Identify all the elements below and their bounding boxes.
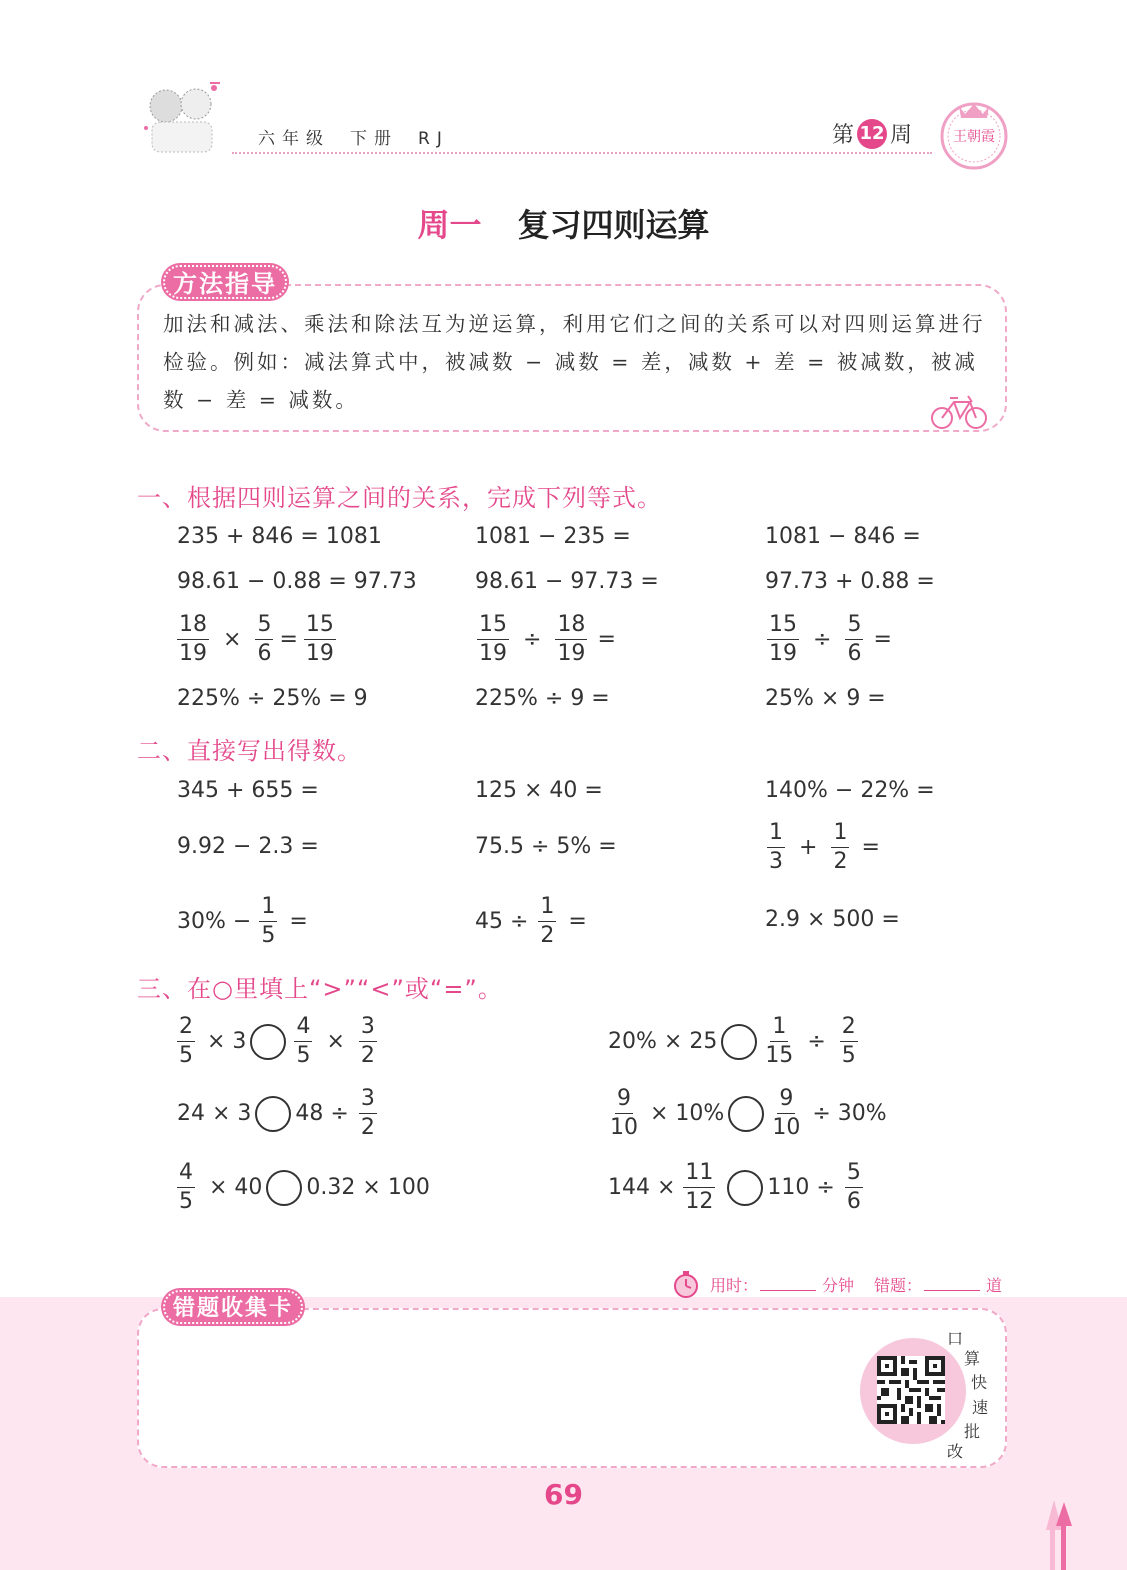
stopwatch-icon xyxy=(672,1270,700,1298)
fraction: $\frac{5}{6}$ xyxy=(257,612,272,666)
s2-r1-b: 125 × 40 = xyxy=(475,778,603,803)
fraction: $\frac{11}{12}$ xyxy=(685,1160,714,1214)
s2-r3-c: 2.9 × 500 = xyxy=(765,907,900,932)
week-label: 第 12 周 xyxy=(832,118,912,149)
s1-r3-b: $\frac{15}{19}$ ÷ $\frac{18}{19}$ = xyxy=(479,612,616,666)
kids-illustration xyxy=(140,78,232,158)
s1-r1-b: 1081 − 235 = xyxy=(475,524,631,549)
compare-circle[interactable] xyxy=(721,1024,757,1060)
qr-label-1: 口 xyxy=(947,1329,964,1348)
s3-b2: $\frac{9}{10}$ × 10% $\frac{9}{10}$ ÷ 30% xyxy=(610,1086,887,1140)
compare-circle[interactable] xyxy=(255,1096,291,1132)
s1-r1-a: 235 + 846 = 1081 xyxy=(177,524,382,549)
s3-b1: 20% × 25 $\frac{1}{15}$ ÷ $\frac{2}{5}$ xyxy=(608,1014,856,1068)
qr-label-6: 改 xyxy=(947,1442,964,1461)
s1-r4-a: 225% ÷ 25% = 9 xyxy=(177,686,368,711)
s3-a2: 24 × 3 48 ÷ $\frac{3}{2}$ xyxy=(177,1086,375,1140)
s2-r1-c: 140% − 22% = xyxy=(765,778,935,803)
s2-r2-c: $\frac{1}{3}$ + $\frac{1}{2}$ = xyxy=(769,820,880,874)
fraction: $\frac{18}{19}$ xyxy=(179,612,207,666)
fraction: $\frac{2}{5}$ xyxy=(179,1014,193,1068)
method-badge: 方法指导 xyxy=(163,265,287,299)
method-text: 加法和减法、乘法和除法互为逆运算，利用它们之间的关系可以对四则运算进行检验。例如：减法算式中，被减数 − 减数 = 差，减数 + 差 = 被减数，被减数 − 差 = 减数。 xyxy=(163,312,986,412)
s1-r3-a: $\frac{18}{19}$ × $\frac{5}{6}$ = $\frac{15}{19}$ xyxy=(179,612,334,666)
error-card-badge: 错题收集卡 xyxy=(163,1290,303,1324)
fraction: $\frac{4}{5}$ xyxy=(179,1160,193,1214)
s1-r2-c: 97.73 + 0.88 = xyxy=(765,569,935,594)
compare-circle[interactable] xyxy=(727,1170,763,1206)
fraction: $\frac{3}{2}$ xyxy=(360,1086,375,1140)
s2-r2-b: 75.5 ÷ 5% = xyxy=(475,834,617,859)
s3-a1: $\frac{2}{5}$ × 3 $\frac{4}{5}$ × $\frac{3}{2}$ xyxy=(179,1014,375,1068)
s1-r2-b: 98.61 − 97.73 = xyxy=(475,569,659,594)
title-day: 周一 xyxy=(417,206,482,244)
fraction: $\frac{5}{6}$ xyxy=(846,1160,861,1214)
time-blank[interactable] xyxy=(760,1277,816,1291)
header-divider xyxy=(232,152,932,154)
fraction: $\frac{15}{19}$ xyxy=(769,612,797,666)
qr-label-3: 快 xyxy=(971,1373,988,1392)
page-number: 69 xyxy=(544,1478,583,1511)
fraction: $\frac{1}{2}$ xyxy=(833,820,848,874)
errors-blank[interactable] xyxy=(924,1277,980,1291)
s3-b3: 144 × $\frac{11}{12}$ 110 ÷ $\frac{5}{6}$ xyxy=(608,1160,861,1214)
section1-title: 一、根据四则运算之间的关系，完成下列等式。 xyxy=(137,484,662,512)
section3-title: 三、在○里填上“>”“<”或“=”。 xyxy=(137,975,503,1003)
compare-circle[interactable] xyxy=(266,1170,302,1206)
s2-r3-a: 30% − $\frac{1}{5}$ = xyxy=(177,894,308,948)
qr-code[interactable] xyxy=(877,1356,945,1424)
fraction: $\frac{15}{19}$ xyxy=(305,612,334,666)
qr-label-4: 速 xyxy=(972,1398,989,1417)
s1-r3-c: $\frac{15}{19}$ ÷ $\frac{5}{6}$ = xyxy=(769,612,892,666)
fraction: $\frac{2}{5}$ xyxy=(841,1014,856,1068)
fraction: $\frac{4}{5}$ xyxy=(296,1014,311,1068)
fraction: $\frac{1}{3}$ xyxy=(769,820,783,874)
fraction: $\frac{15}{19}$ xyxy=(479,612,507,666)
fraction: $\frac{18}{19}$ xyxy=(557,612,586,666)
s1-r2-a: 98.61 − 0.88 = 97.73 xyxy=(177,569,417,594)
fraction: $\frac{1}{15}$ xyxy=(765,1014,794,1068)
arrow-decoration xyxy=(1040,1500,1076,1570)
fraction: $\frac{9}{10}$ xyxy=(772,1086,801,1140)
s1-r4-c: 25% × 9 = xyxy=(765,686,886,711)
s1-r4-b: 225% ÷ 9 = xyxy=(475,686,610,711)
time-tracker: 用时： 分钟 错题： 道 xyxy=(672,1270,1002,1298)
fraction: $\frac{1}{5}$ xyxy=(261,894,276,948)
title-topic: 复习四则运算 xyxy=(517,206,710,244)
page-title xyxy=(0,200,1127,246)
compare-circle[interactable] xyxy=(728,1096,764,1132)
fraction: $\frac{9}{10}$ xyxy=(610,1086,638,1140)
fraction: $\frac{3}{2}$ xyxy=(360,1014,375,1068)
qr-label-5: 批 xyxy=(964,1422,981,1441)
brand-seal xyxy=(937,96,1011,170)
fraction: $\frac{5}{6}$ xyxy=(847,612,862,666)
s3-a3: $\frac{4}{5}$ × 40 0.32 × 100 xyxy=(179,1160,430,1214)
section2-title: 二、直接写出得数。 xyxy=(137,737,362,765)
s1-r1-c: 1081 − 846 = xyxy=(765,524,921,549)
compare-circle[interactable] xyxy=(250,1024,286,1060)
s2-r3-b: 45 ÷ $\frac{1}{2}$ = xyxy=(475,894,587,948)
week-number: 12 xyxy=(857,119,887,149)
brand-name: 王朝霞 xyxy=(953,129,995,145)
bicycle-icon xyxy=(930,392,988,430)
grade-label: 六 年 级 下 册 R J xyxy=(258,129,443,149)
s2-r1-a: 345 + 655 = xyxy=(177,778,319,803)
s2-r2-a: 9.92 − 2.3 = xyxy=(177,834,319,859)
qr-label-2: 算 xyxy=(964,1349,981,1368)
fraction: $\frac{1}{2}$ xyxy=(540,894,555,948)
